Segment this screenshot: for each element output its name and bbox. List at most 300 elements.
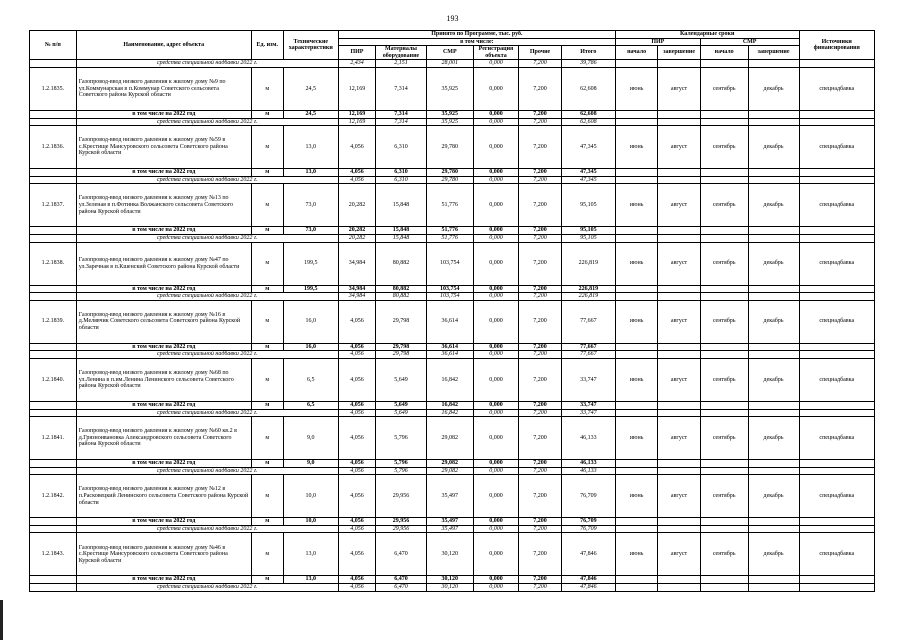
object-total: 77,667 (561, 300, 615, 343)
empty-cell (748, 169, 799, 177)
empty-cell (748, 176, 799, 184)
spec-smr: 36,614 (426, 351, 473, 359)
object-tech: 9,0 (283, 417, 338, 460)
spec-total: 33,747 (561, 409, 615, 417)
object-name: Газопровод-ввод низкого давления к жилому дому №46 в с.Крестище Мансуровского сельсовета Советского района Курской области (76, 533, 251, 576)
object-tech: 10,0 (283, 475, 338, 518)
subtotal-mat: 5,796 (376, 460, 427, 468)
empty-cell (748, 227, 799, 235)
empty-cell (700, 110, 748, 118)
smr-end-header: завершение (748, 46, 799, 60)
object-tech: 73,0 (283, 184, 338, 227)
subtotal-unit: м (251, 227, 283, 235)
subtotal-mat: 15,848 (376, 227, 427, 235)
spec-smr: 51,776 (426, 234, 473, 242)
spec-mat: 29,956 (376, 525, 427, 533)
empty-cell (658, 584, 700, 592)
empty-cell (799, 525, 874, 533)
subtotal-total: 76,709 (561, 518, 615, 526)
subtotal-label: в том числе на 2022 год (76, 460, 251, 468)
spec-total: 226,819 (561, 293, 615, 301)
object-pir: 4,056 (338, 417, 375, 460)
subtotal-label: в том числе на 2022 год (76, 110, 251, 118)
empty-cell (658, 409, 700, 417)
object-smr: 36,614 (426, 300, 473, 343)
year-subtotal-row (30, 460, 875, 468)
spec-smr: 35,925 (426, 118, 473, 126)
year-subtotal-row (30, 285, 875, 293)
empty-cell (799, 584, 874, 592)
empty-cell (658, 227, 700, 235)
object-pir-start: июнь (615, 475, 657, 518)
empty-cell (30, 285, 77, 293)
object-pir: 34,984 (338, 242, 375, 285)
subtotal-reg: 0,000 (473, 343, 519, 351)
object-unit: м (251, 417, 283, 460)
empty-cell (30, 525, 77, 533)
empty-cell (615, 518, 657, 526)
col-pir-header: ПИР (338, 46, 375, 60)
subtotal-unit: м (251, 110, 283, 118)
subtotal-pir: 4,056 (338, 460, 375, 468)
spec-label: средства специальной надбавки 2022 г. (76, 60, 338, 68)
object-smr: 35,497 (426, 475, 473, 518)
spec-label: средства специальной надбавки 2022 г. (76, 584, 338, 592)
scan-edge-mark (0, 600, 3, 640)
empty-cell (615, 460, 657, 468)
subtotal-smr: 16,842 (426, 401, 473, 409)
subtotal-reg: 0,000 (473, 401, 519, 409)
spec-pir: 4,056 (338, 467, 375, 475)
object-other: 7,200 (519, 358, 561, 401)
object-number: 1.2.1839. (30, 300, 77, 343)
spec-pir: 4,056 (338, 351, 375, 359)
pir-start-header: начало (615, 46, 657, 60)
object-name: Газопровод-ввод низкого давления к жилому дому №16 в д.Мелявчик Советского сельсовета Советского района Курской области (76, 300, 251, 343)
empty-cell (658, 110, 700, 118)
empty-cell (30, 409, 77, 417)
empty-cell (30, 584, 77, 592)
empty-cell (700, 351, 748, 359)
subtotal-pir: 4,056 (338, 576, 375, 584)
object-unit: м (251, 242, 283, 285)
empty-cell (615, 409, 657, 417)
special-surcharge-row (30, 118, 875, 126)
spec-mat: 6,310 (376, 176, 427, 184)
empty-cell (748, 467, 799, 475)
object-reg: 0,000 (473, 300, 519, 343)
subtotal-other: 7,200 (519, 227, 561, 235)
spec-total: 47,846 (561, 584, 615, 592)
object-pir-end: август (658, 358, 700, 401)
object-total: 33,747 (561, 358, 615, 401)
empty-cell (615, 343, 657, 351)
object-smr-start: сентябрь (700, 242, 748, 285)
object-smr-end: декабрь (748, 300, 799, 343)
page-number: 193 (446, 14, 459, 23)
spec-other: 7,200 (519, 409, 561, 417)
spec-other: 7,200 (519, 293, 561, 301)
object-mat: 5,649 (376, 358, 427, 401)
spec-total: 62,608 (561, 118, 615, 126)
object-tech: 16,0 (283, 300, 338, 343)
spec-mat: 29,798 (376, 351, 427, 359)
subtotal-other: 7,200 (519, 460, 561, 468)
special-surcharge-row (30, 293, 875, 301)
empty-cell (658, 518, 700, 526)
col-smr-header: СМР (426, 46, 473, 60)
year-subtotal-row (30, 227, 875, 235)
object-reg: 0,000 (473, 242, 519, 285)
subtotal-reg: 0,000 (473, 518, 519, 526)
spec-smr: 29,780 (426, 176, 473, 184)
object-pir: 4,056 (338, 533, 375, 576)
spec-smr: 28,001 (426, 60, 473, 68)
spec-total: 47,345 (561, 176, 615, 184)
empty-cell (748, 285, 799, 293)
subtotal-other: 7,200 (519, 169, 561, 177)
col-program-header: Принято по Программе, тыс. руб. (338, 31, 615, 39)
object-source: спецнадбавка (799, 67, 874, 110)
subtotal-other: 7,200 (519, 285, 561, 293)
subtotal-tech: 13,0 (283, 169, 338, 177)
empty-cell (615, 584, 657, 592)
subtotal-smr: 29,082 (426, 460, 473, 468)
object-total: 47,345 (561, 126, 615, 169)
subtotal-smr: 51,776 (426, 227, 473, 235)
col-unit-header: Ед. изм. (251, 31, 283, 60)
object-unit: м (251, 67, 283, 110)
object-reg: 0,000 (473, 184, 519, 227)
empty-cell (615, 401, 657, 409)
empty-cell (658, 576, 700, 584)
object-smr: 103,754 (426, 242, 473, 285)
empty-cell (30, 401, 77, 409)
object-mat: 7,314 (376, 67, 427, 110)
object-smr: 51,776 (426, 184, 473, 227)
object-pir-end: август (658, 300, 700, 343)
empty-cell (799, 234, 874, 242)
spec-pir: 4,056 (338, 409, 375, 417)
spec-pir: 2,434 (338, 60, 375, 68)
subtotal-total: 62,608 (561, 110, 615, 118)
subtotal-smr: 36,614 (426, 343, 473, 351)
spec-other: 7,200 (519, 467, 561, 475)
spec-total: 76,709 (561, 525, 615, 533)
empty-cell (658, 169, 700, 177)
col-incl-header: в том числе: (338, 38, 615, 46)
object-smr-start: сентябрь (700, 475, 748, 518)
empty-cell (748, 343, 799, 351)
spec-label: средства специальной надбавки 2022 г. (76, 176, 338, 184)
subtotal-mat: 29,798 (376, 343, 427, 351)
empty-cell (30, 110, 77, 118)
special-surcharge-row (30, 525, 875, 533)
empty-cell (748, 584, 799, 592)
year-subtotal-row (30, 576, 875, 584)
object-smr: 35,925 (426, 67, 473, 110)
object-smr-start: сентябрь (700, 358, 748, 401)
object-number: 1.2.1842. (30, 475, 77, 518)
object-pir-end: август (658, 242, 700, 285)
subtotal-unit: м (251, 285, 283, 293)
spec-reg: 0,000 (473, 118, 519, 126)
object-pir: 4,056 (338, 300, 375, 343)
empty-cell (700, 409, 748, 417)
empty-cell (799, 176, 874, 184)
object-mat: 80,882 (376, 242, 427, 285)
spec-reg: 0,000 (473, 176, 519, 184)
object-reg: 0,000 (473, 358, 519, 401)
spec-smr: 30,120 (426, 584, 473, 592)
empty-cell (658, 351, 700, 359)
spec-label: средства специальной надбавки 2022 г. (76, 351, 338, 359)
empty-cell (615, 110, 657, 118)
object-number: 1.2.1843. (30, 533, 77, 576)
empty-cell (615, 227, 657, 235)
subtotal-label: в том числе на 2022 год (76, 227, 251, 235)
empty-cell (799, 409, 874, 417)
empty-cell (700, 584, 748, 592)
empty-cell (700, 467, 748, 475)
subtotal-other: 7,200 (519, 343, 561, 351)
object-other: 7,200 (519, 184, 561, 227)
pir-end-header: завершение (658, 46, 700, 60)
year-subtotal-row (30, 518, 875, 526)
spec-smr: 16,842 (426, 409, 473, 417)
spec-pir: 12,169 (338, 118, 375, 126)
spec-reg: 0,000 (473, 351, 519, 359)
empty-cell (700, 518, 748, 526)
object-pir-start: июнь (615, 358, 657, 401)
object-pir-start: июнь (615, 417, 657, 460)
object-total: 226,819 (561, 242, 615, 285)
empty-cell (748, 576, 799, 584)
empty-cell (658, 118, 700, 126)
object-pir: 4,056 (338, 358, 375, 401)
spec-mat: 7,314 (376, 118, 427, 126)
subtotal-other: 7,200 (519, 518, 561, 526)
empty-cell (658, 234, 700, 242)
cal-smr-header: СМР (700, 38, 799, 46)
special-surcharge-row (30, 234, 875, 242)
subtotal-mat: 7,314 (376, 110, 427, 118)
empty-cell (30, 351, 77, 359)
object-smr: 16,842 (426, 358, 473, 401)
subtotal-total: 47,345 (561, 169, 615, 177)
empty-cell (700, 227, 748, 235)
subtotal-smr: 29,780 (426, 169, 473, 177)
object-number: 1.2.1837. (30, 184, 77, 227)
empty-cell (748, 401, 799, 409)
empty-cell (30, 460, 77, 468)
empty-cell (799, 460, 874, 468)
subtotal-mat: 29,956 (376, 518, 427, 526)
object-unit: м (251, 126, 283, 169)
object-smr-end: декабрь (748, 126, 799, 169)
spec-total: 39,786 (561, 60, 615, 68)
object-other: 7,200 (519, 126, 561, 169)
object-smr-start: сентябрь (700, 533, 748, 576)
subtotal-reg: 0,000 (473, 576, 519, 584)
col-name-header: Наименование, адрес объекта (76, 31, 251, 60)
empty-cell (799, 343, 874, 351)
subtotal-pir: 12,169 (338, 110, 375, 118)
empty-cell (700, 176, 748, 184)
spec-reg: 0,000 (473, 467, 519, 475)
empty-cell (748, 234, 799, 242)
object-reg: 0,000 (473, 67, 519, 110)
year-subtotal-row (30, 343, 875, 351)
subtotal-total: 77,667 (561, 343, 615, 351)
object-pir: 20,282 (338, 184, 375, 227)
special-surcharge-row (30, 409, 875, 417)
object-smr-start: сентябрь (700, 300, 748, 343)
subtotal-label: в том числе на 2022 год (76, 401, 251, 409)
object-name: Газопровод-ввод низкого давления к жилому дому №13 по ул.Зеленая в п.Фотинка Волжанского сельсовета Советского района Курской области (76, 184, 251, 227)
empty-cell (30, 467, 77, 475)
object-pir-end: август (658, 533, 700, 576)
spec-mat: 6,470 (376, 584, 427, 592)
subtotal-pir: 4,056 (338, 401, 375, 409)
object-name: Газопровод-ввод низкого давления к жилому дому №68 по ул.Ленина в п.им.Ленина Ленинского сельсовета Советского района Курской области (76, 358, 251, 401)
subtotal-pir: 20,282 (338, 227, 375, 235)
empty-cell (658, 293, 700, 301)
empty-cell (30, 343, 77, 351)
empty-cell (658, 176, 700, 184)
object-mat: 6,470 (376, 533, 427, 576)
object-pir-start: июнь (615, 184, 657, 227)
object-source: спецнадбавка (799, 184, 874, 227)
spec-label: средства специальной надбавки 2022 г. (76, 525, 338, 533)
spec-total: 46,133 (561, 467, 615, 475)
subtotal-label: в том числе на 2022 год (76, 169, 251, 177)
spec-total: 77,667 (561, 351, 615, 359)
empty-cell (700, 401, 748, 409)
empty-cell (748, 118, 799, 126)
empty-cell (700, 234, 748, 242)
object-other: 7,200 (519, 67, 561, 110)
col-materials-header: Материалы оборудование (376, 46, 427, 60)
spec-label: средства специальной надбавки 2022 г. (76, 293, 338, 301)
col-num-header: № п/п (30, 31, 77, 60)
object-number: 1.2.1840. (30, 358, 77, 401)
empty-cell (799, 401, 874, 409)
empty-cell (615, 351, 657, 359)
spec-reg: 0,000 (473, 60, 519, 68)
subtotal-reg: 0,000 (473, 110, 519, 118)
object-total: 76,709 (561, 475, 615, 518)
empty-cell (30, 293, 77, 301)
object-total: 95,105 (561, 184, 615, 227)
object-smr-start: сентябрь (700, 126, 748, 169)
object-row (30, 358, 875, 401)
object-source: спецнадбавка (799, 300, 874, 343)
spec-other: 7,200 (519, 176, 561, 184)
object-source: спецнадбавка (799, 475, 874, 518)
object-source: спецнадбавка (799, 417, 874, 460)
subtotal-unit: м (251, 169, 283, 177)
object-total: 46,133 (561, 417, 615, 460)
col-other-header: Прочие (519, 46, 561, 60)
object-reg: 0,000 (473, 533, 519, 576)
object-tech: 13,0 (283, 533, 338, 576)
object-smr-start: сентябрь (700, 67, 748, 110)
empty-cell (658, 460, 700, 468)
empty-cell (615, 285, 657, 293)
object-mat: 6,310 (376, 126, 427, 169)
empty-cell (700, 293, 748, 301)
empty-cell (799, 118, 874, 126)
empty-cell (658, 285, 700, 293)
spec-label: средства специальной надбавки 2022 г. (76, 234, 338, 242)
empty-cell (30, 169, 77, 177)
object-reg: 0,000 (473, 417, 519, 460)
object-row (30, 184, 875, 227)
object-number: 1.2.1838. (30, 242, 77, 285)
object-other: 7,200 (519, 475, 561, 518)
object-total: 47,846 (561, 533, 615, 576)
subtotal-smr: 103,754 (426, 285, 473, 293)
object-other: 7,200 (519, 242, 561, 285)
spec-other: 7,200 (519, 118, 561, 126)
special-surcharge-row (30, 351, 875, 359)
object-source: спецнадбавка (799, 242, 874, 285)
subtotal-mat: 6,470 (376, 576, 427, 584)
subtotal-pir: 4,056 (338, 518, 375, 526)
col-source-header: Источники финансирования (799, 31, 874, 60)
subtotal-tech: 73,0 (283, 227, 338, 235)
year-subtotal-row (30, 401, 875, 409)
subtotal-tech: 16,0 (283, 343, 338, 351)
object-pir: 12,169 (338, 67, 375, 110)
empty-cell (700, 460, 748, 468)
spec-smr: 103,754 (426, 293, 473, 301)
subtotal-unit: м (251, 518, 283, 526)
subtotal-label: в том числе на 2022 год (76, 343, 251, 351)
subtotal-other: 7,200 (519, 576, 561, 584)
subtotal-total: 46,133 (561, 460, 615, 468)
empty-cell (748, 110, 799, 118)
empty-cell (30, 176, 77, 184)
empty-cell (799, 110, 874, 118)
empty-cell (30, 227, 77, 235)
empty-cell (615, 169, 657, 177)
empty-cell (615, 525, 657, 533)
spec-total: 95,105 (561, 234, 615, 242)
object-tech: 24,5 (283, 67, 338, 110)
spec-label: средства специальной надбавки 2022 г. (76, 409, 338, 417)
empty-cell (658, 343, 700, 351)
program-table (29, 30, 875, 592)
subtotal-smr: 35,497 (426, 518, 473, 526)
special-surcharge-row (30, 467, 875, 475)
spec-reg: 0,000 (473, 293, 519, 301)
object-row (30, 417, 875, 460)
object-pir: 4,056 (338, 475, 375, 518)
spec-pir: 20,282 (338, 234, 375, 242)
year-subtotal-row (30, 110, 875, 118)
spec-smr: 29,082 (426, 467, 473, 475)
subtotal-tech: 9,0 (283, 460, 338, 468)
spec-pir: 4,056 (338, 584, 375, 592)
empty-cell (700, 169, 748, 177)
object-pir-start: июнь (615, 67, 657, 110)
subtotal-label: в том числе на 2022 год (76, 518, 251, 526)
subtotal-reg: 0,000 (473, 227, 519, 235)
subtotal-mat: 80,882 (376, 285, 427, 293)
spec-mat: 80,882 (376, 293, 427, 301)
